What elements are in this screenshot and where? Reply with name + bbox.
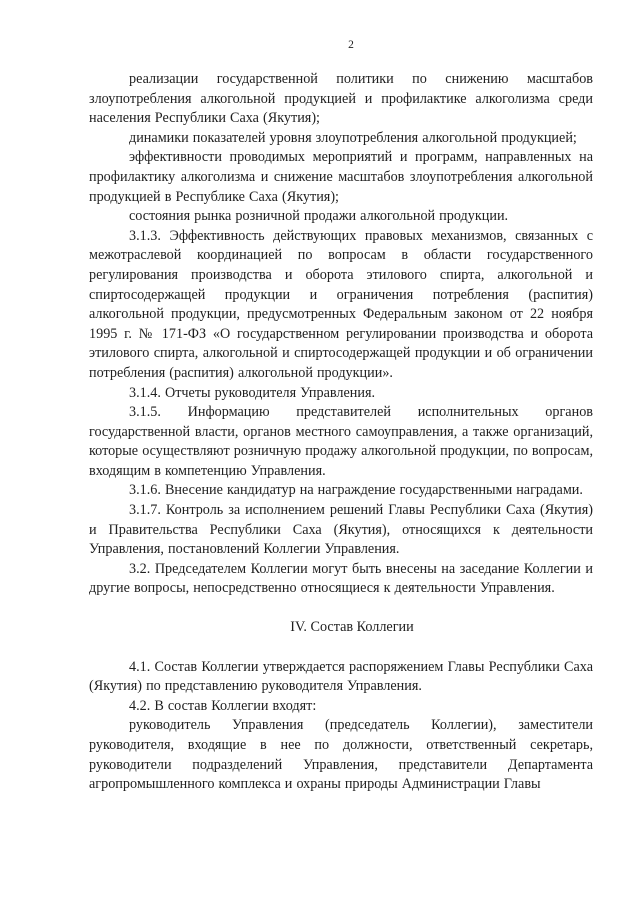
paragraph: 3.1.4. Отчеты руководителя Управления. <box>129 384 376 401</box>
paragraph: динамики показателей уровня злоупотребления алкогольной продукцией; <box>129 129 577 146</box>
paragraph: состояния рынка розничной продажи алкогольной продукции. <box>129 208 509 225</box>
paragraph: 3.1.3. Эффективность действующих правовых механизмов, связанных с межотраслевой координацией по вопросам в области государственного регулирования производства и оборота этилового спирта, алкогольной и спиртосодержащей продукции и ограничения потребления (распития) алкогольной продукции, предусмотренных Федеральным законом от 22 ноября 1995 г. № 171-ФЗ «О государственном регулировании производства и оборота этилового спирта, алкогольной и спиртосодержащей продукции и об ограничении потребления (распития) алкогольной продукции». <box>89 227 593 381</box>
paragraph: 3.2. Председателем Коллегии могут быть внесены на заседание Коллегии и другие вопросы, непосредственно относящиеся к деятельности Управления. <box>89 560 593 597</box>
paragraph: 3.1.7. Контроль за исполнением решений Главы Республики Саха (Якутия) и Правительства Республики Саха (Якутия), относящихся к деятельности Управления, постановлений Коллегии Управления. <box>89 502 593 558</box>
paragraph: реализации государственной политики по снижению масштабов злоупотребления алкогольной продукцией и профилактике алкоголизма среди населения Республики Саха (Якутия); <box>89 71 593 127</box>
paragraph: 3.1.6. Внесение кандидатур на награждение государственными наградами. <box>129 482 583 499</box>
paragraph: 4.2. В состав Коллегии входят: <box>129 697 317 714</box>
paragraph: эффективности проводимых мероприятий и программ, направленных на профилактику алкоголизма и снижение масштабов злоупотребления алкогольной продукцией в Республике Саха (Якутия); <box>89 149 593 205</box>
paragraph: руководитель Управления (председатель Коллегии), заместители руководителя, входящие в нее по должности, ответственный секретарь, руководители подразделений Управления, представители Департамента агропромышленного комплекса и охраны природы Администрации Главы <box>89 717 593 793</box>
section-heading: IV. Состав Коллегии <box>290 619 414 636</box>
paragraph: 4.1. Состав Коллегии утверждается распоряжением Главы Республики Саха (Якутия) по представлению руководителя Управления. <box>89 658 593 695</box>
page-number: 2 <box>348 39 354 51</box>
paragraph: 3.1.5. Информацию представителей исполнительных органов государственной власти, органов местного самоуправления, а также организаций, которые осуществляют розничную продажу алкогольной продукции, по вопросам, входящим в компетенцию Управления. <box>89 404 593 479</box>
